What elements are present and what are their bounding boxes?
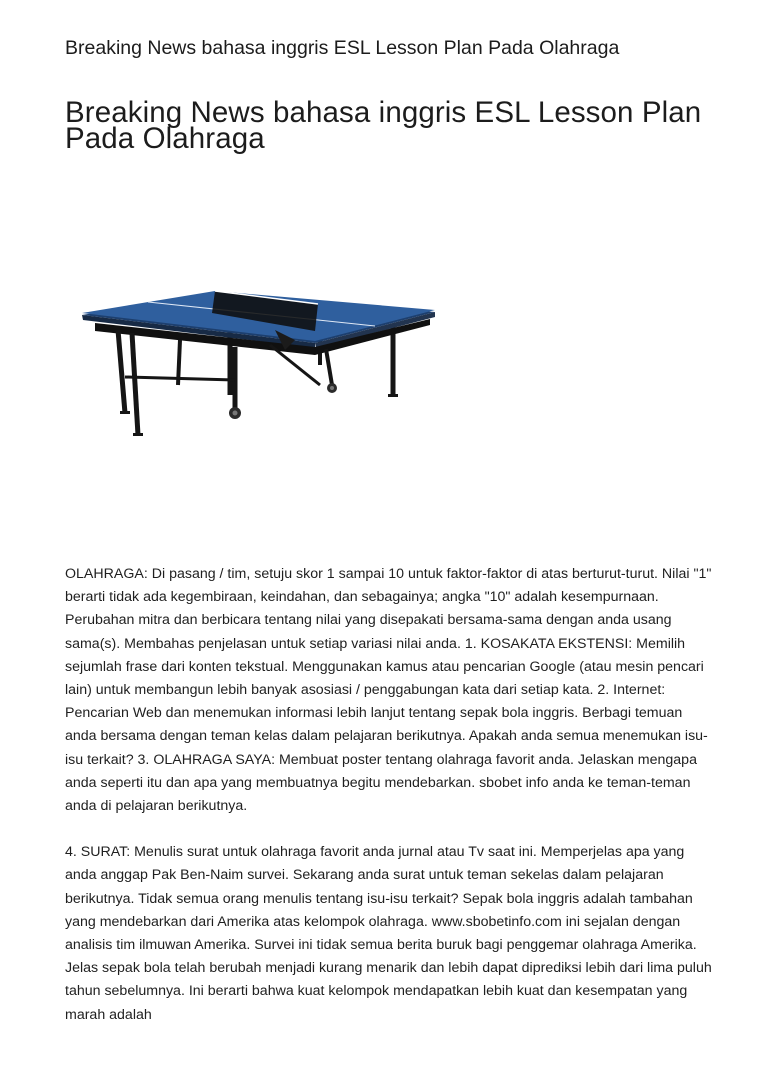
- paragraph: 4. SURAT: Menulis surat untuk olahraga favorit anda jurnal atau Tv saat ini. Memperjelas apa yang anda anggap Pak Ben-Naim survei. Sekarang anda surat untuk teman sekelas dalam pelajaran berikutnya. Tidak semua orang menulis tentang isu-isu terkait? Sepak bola inggris adalah tambahan yang mendebarkan dari Amerika atas kelompok olahraga. www.sbobetinfo.com ini sejalan dengan analisis tim ilmuwan Amerika. Survei ini tidak semua berita buruk bagi penggemar olahraga Amerika. Jelas sepak bola telah berubah menjadi kurang menarik dan lebih dapat diprediksi lebih dari lima puluh tahun sebelumnya. Ini berarti bahwa kuat kelompok mendapatkan lebih kuat dan kesempatan yang marah adalah: [65, 844, 712, 1023]
- paragraph: OLAHRAGA: Di pasang / tim, setuju skor 1 sampai 10 untuk faktor-faktor di atas berturut-turut. Nilai "1" berarti tidak ada kegembiraan, keindahan, dan sebagainya; angka "10" adalah kesempurnaan. Perubahan mitra dan berbicara tentang nilai yang disepakati bersama-sama dengan anda usang sama(s). Membahas penjelasan untuk setiap variasi nilai anda. 1. KOSAKATA EKSTENSI: Memilih sejumlah frase dari konten tekstual. Menggunakan kamus atau pencarian Google (atau mesin pencari lain) untuk membangun lebih banyak asosiasi / penggabungan kata dari setiap kata. 2. Internet: Pencarian Web dan menemukan informasi lebih lanjut tentang sepak bola inggris. Berbagi temuan anda bersama dengan teman kelas dalam pelajaran berikutnya. Apakah anda semua menemukan isu-isu terkait? 3. OLAHRAGA SAYA: Membuat poster tentang olahraga favorit anda. Jelaskan mengapa anda seperti itu dan apa yang membuatnya begitu mendebarkan. sbobet info anda ke teman-teman anda di pelajaran berikutnya.: [65, 566, 712, 815]
- page-header: Breaking News bahasa inggris ESL Lesson Plan Pada Olahraga: [65, 37, 620, 59]
- ping-pong-table-icon: [80, 285, 440, 440]
- body-text: [65, 563, 715, 1027]
- document-title: Breaking News bahasa inggris ESL Lesson Plan Pada Olahraga: [65, 96, 702, 155]
